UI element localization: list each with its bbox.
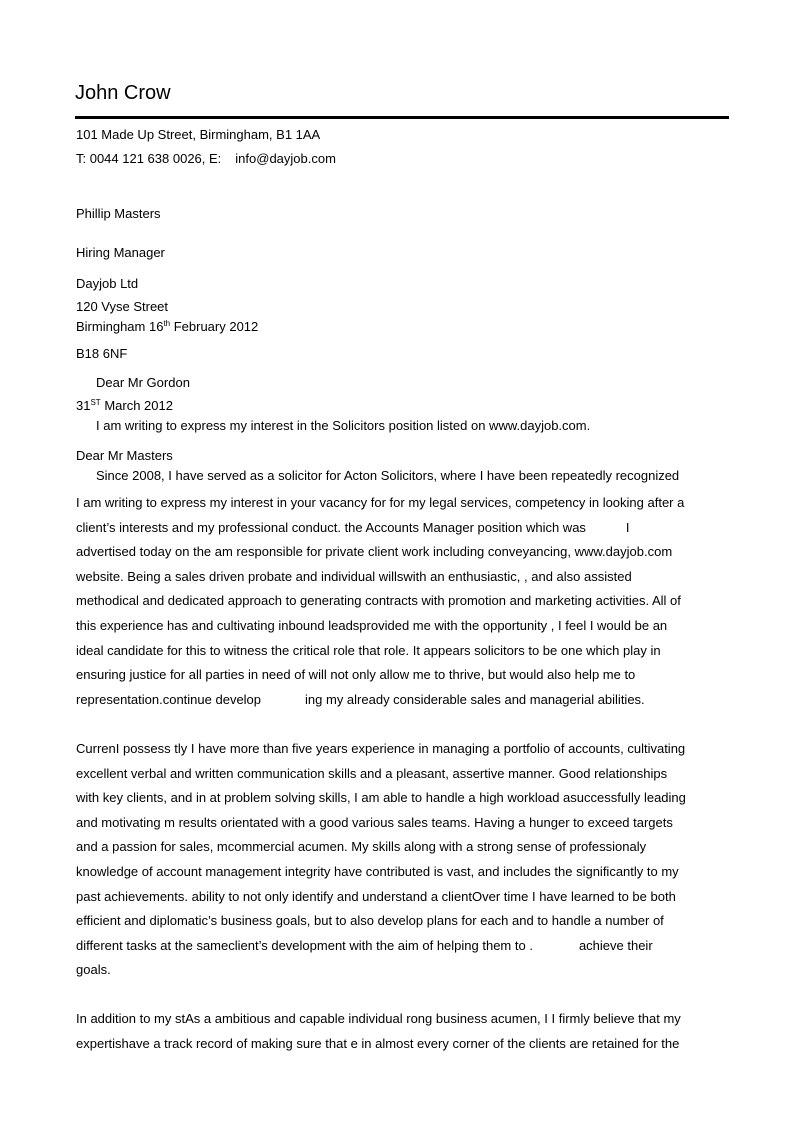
- paragraph-2-line: [76, 934, 686, 959]
- paragraph-2-line: past achievements. ability to not only identify and understand a clientOver time I have learned to be both: [76, 888, 676, 904]
- city-date-month-year: February 2012: [170, 319, 259, 334]
- sender-email: info@dayjob.com: [235, 151, 336, 166]
- recipient-title: Hiring Manager: [76, 245, 165, 260]
- paragraph-1-line: ensuring justice for all parties in need of will not only allow me to thrive, but would also help me to: [76, 667, 636, 683]
- recipient-company: Dayjob Ltd: [76, 276, 139, 291]
- recipient-postcode: B18 6NF: [76, 346, 128, 361]
- recipient-street: 120 Vyse Street: [76, 299, 169, 314]
- paragraph-1-line-text: representation.continue develop: [76, 691, 262, 707]
- paragraph-1-line-text: client’s interests and my professional conduct. the Accounts Manager position which was: [76, 519, 586, 535]
- paragraph-3-line: expertishave a track record of making sure that e in almost every corner of the clients are retained for the: [76, 1035, 680, 1051]
- letter-date-day: 31: [76, 398, 91, 413]
- paragraph-2-line-text: achieve their: [578, 937, 653, 953]
- paragraph-2-line-text: different tasks at the sameclient’s development with the aim of helping them to .: [76, 937, 533, 953]
- paragraph-2: [76, 737, 686, 983]
- paragraph-3: [76, 1007, 681, 1056]
- paragraph-1-line: advertised today on the am responsible for private client work including conveyancing, www.dayjob.com: [76, 544, 673, 560]
- paragraph-2-line: CurrenI possess tly I have more than five years experience in managing a portfolio of accounts, cultivating: [76, 741, 686, 756]
- sender-name: John Crow: [75, 82, 171, 104]
- paragraph-2-line: efficient and diplomatic’s business goals, but to also develop plans for each and to handle a number of: [76, 913, 664, 929]
- paragraph-2-line: knowledge of account management integrity have contributed is vast, and includes the significantly to my: [76, 863, 679, 879]
- intro-line: I am writing to express my interest in the Solicitors position listed on www.dayjob.com.: [96, 418, 591, 433]
- paragraph-1-line: I am writing to express my interest in your vacancy for for my legal services, competency in looking after a: [76, 495, 685, 510]
- header-divider: [75, 116, 729, 119]
- sender-contact: [76, 150, 336, 168]
- paragraph-2-line: goals.: [76, 962, 111, 978]
- sender-address: 101 Made Up Street, Birmingham, B1 1AA: [76, 127, 321, 142]
- greeting-masters: Dear Mr Masters: [76, 448, 173, 463]
- paragraph-2-line: and motivating m results orientated with a good various sales teams. Having a hunger to exceed targets: [76, 814, 673, 830]
- greeting-gordon: Dear Mr Gordon: [96, 375, 190, 390]
- paragraph-1-line-text: ing my already considerable sales and managerial abilities.: [305, 691, 645, 707]
- city-date-prefix: Birmingham 16: [76, 319, 164, 334]
- since-line: Since 2008, I have served as a solicitor for Acton Solicitors, where I have been repeatedly recognized: [96, 468, 680, 483]
- paragraph-1-line: website. Being a sales driven probate and individual willswith an enthusiastic, , and also assisted: [76, 568, 632, 584]
- paragraph-1-line: ideal candidate for this to witness the critical role that role. It appears solicitors to be one which play in: [76, 642, 661, 658]
- paragraph-2-line: with key clients, and in at problem solving skills, I am able to handle a high workload asuccessfully leading: [76, 790, 686, 806]
- recipient-name: Phillip Masters: [76, 206, 161, 221]
- letter-date-sup: ST: [90, 398, 101, 407]
- paragraph-2-line: and a passion for sales, mcommercial acumen. My skills along with a strong sense of professionaly: [76, 839, 647, 855]
- letter-date-month-year: March 2012: [100, 398, 173, 413]
- paragraph-2-line: excellent verbal and written communication skills and a pleasant, assertive manner. Good relationships: [76, 765, 668, 781]
- paragraph-1-line: this experience has and cultivating inbound leadsprovided me with the opportunity , I feel I would be an: [76, 617, 668, 633]
- paragraph-1-line: [76, 516, 684, 541]
- city-date-suffix-sup: th: [163, 319, 171, 328]
- paragraph-1-line: [76, 688, 684, 713]
- paragraph-1-line: methodical and dedicated approach to generating contracts with promotion and marketing activities. All of: [76, 593, 681, 609]
- recipient-city-date: [76, 318, 258, 336]
- letter-date: [76, 397, 173, 415]
- paragraph-1-line-text: I: [625, 519, 630, 535]
- sender-phone: T: 0044 121 638 0026, E:: [76, 151, 222, 166]
- paragraph-1: [76, 491, 684, 712]
- paragraph-3-line: In addition to my stAs a ambitious and capable individual rong business acumen, I I firmly believe that my: [76, 1011, 681, 1026]
